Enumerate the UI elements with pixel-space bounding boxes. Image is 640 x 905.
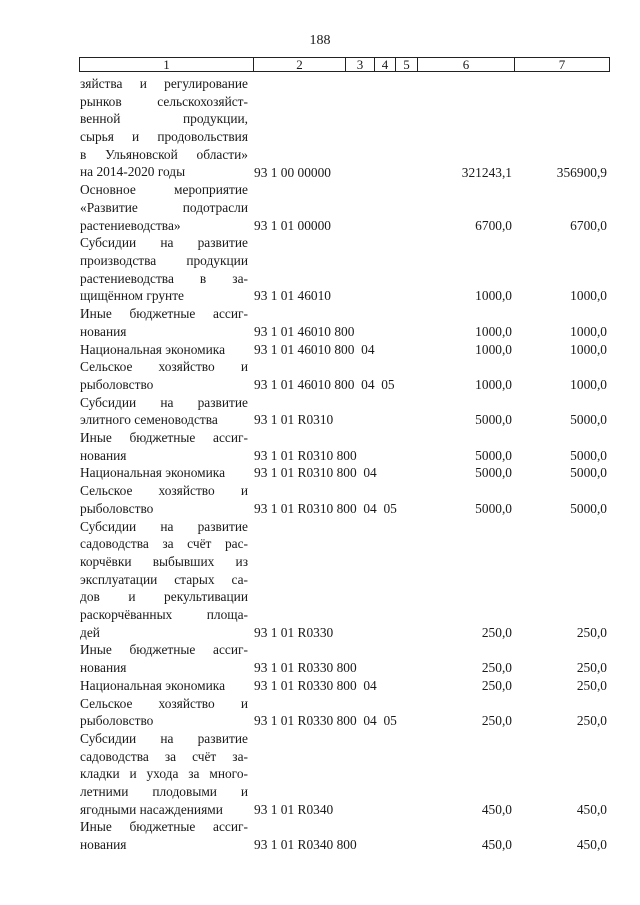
row-name-line: дей — [80, 624, 100, 640]
row-name-line: щищённом грунте — [80, 288, 184, 304]
table-row — [0, 464, 640, 482]
row-name-line: рыболовство — [80, 500, 154, 516]
table-row — [0, 75, 640, 181]
row-name-line: Субсидии на развитие — [80, 394, 248, 410]
row-name — [80, 75, 248, 181]
row-name-line: рыболовство — [80, 376, 154, 392]
page-number: 188 — [309, 33, 331, 48]
row-code: 93 1 01 R0330 800 — [254, 660, 357, 676]
row-value-col7: 1000,0 — [570, 323, 607, 339]
header-col-5: 5 — [396, 58, 418, 71]
row-value-col6: 5000,0 — [475, 447, 512, 463]
row-name — [80, 464, 248, 482]
row-code: 93 1 01 R0310 800 04 — [254, 465, 377, 481]
table-row — [0, 429, 640, 464]
row-name — [80, 677, 248, 695]
row-name-line: Иные бюджетные ассиг- — [80, 642, 248, 658]
row-name-line: нования — [80, 323, 127, 339]
row-value-col6: 250,0 — [481, 660, 512, 676]
row-name-line: эксплуатации старых са- — [80, 571, 248, 587]
row-value-col7: 250,0 — [576, 624, 607, 640]
row-code: 93 1 01 46010 800 04 05 — [254, 376, 395, 392]
row-value-col7: 250,0 — [576, 660, 607, 676]
row-value-col6: 450,0 — [481, 801, 512, 817]
row-value-col7: 1000,0 — [570, 288, 607, 304]
table-row — [0, 358, 640, 393]
row-value-col7: 5000,0 — [570, 447, 607, 463]
header-col-7: 7 — [558, 57, 566, 72]
row-name-line: в Ульяновской области» — [80, 146, 248, 162]
row-name-line: Основное мероприятие — [80, 182, 248, 198]
row-name-line: Сельское хозяйство и — [80, 359, 248, 375]
table-row — [0, 695, 640, 730]
row-name — [80, 358, 248, 393]
header-col-1: 1 — [80, 58, 254, 71]
row-code: 93 1 01 R0330 — [254, 624, 334, 640]
row-code: 93 1 01 00000 — [254, 217, 331, 233]
header-col-6: 6 — [418, 58, 515, 71]
table-row — [0, 234, 640, 305]
row-name — [80, 394, 248, 429]
row-value-col6: 6700,0 — [475, 217, 512, 233]
row-name-line: садоводства за счёт за- — [80, 748, 248, 764]
row-name — [80, 641, 248, 676]
row-value-col6: 250,0 — [481, 677, 512, 693]
row-name-line: Субсидии на развитие — [80, 518, 248, 534]
table-row — [0, 818, 640, 853]
row-name-line: зяйства и регулирование — [80, 76, 248, 91]
table-row — [0, 482, 640, 517]
row-code: 93 1 01 46010 — [254, 288, 331, 304]
row-value-col7: 1000,0 — [570, 341, 607, 357]
row-value-col7: 356900,9 — [556, 164, 607, 180]
row-name-line: рынков сельскохозяйст- — [80, 93, 248, 109]
row-value-col7: 250,0 — [576, 713, 607, 729]
row-code: 93 1 01 R0310 800 — [254, 447, 357, 463]
table-row — [0, 394, 640, 429]
row-name-line: дов и рекультивации — [80, 589, 248, 605]
row-name — [80, 181, 248, 234]
row-name-line: Иные бюджетные ассиг- — [80, 306, 248, 322]
row-value-col7: 5000,0 — [570, 412, 607, 428]
row-name-line: нования — [80, 837, 127, 853]
row-name-line: нования — [80, 660, 127, 676]
table-row — [0, 305, 640, 340]
table-row — [0, 730, 640, 819]
row-name-line: ягодными насаждениями — [80, 801, 223, 817]
row-value-col6: 5000,0 — [475, 500, 512, 516]
row-name — [80, 341, 248, 359]
row-name-line: Субсидии на развитие — [80, 730, 248, 746]
row-name-line: корчёвки выбывших из — [80, 553, 248, 569]
header-col-4: 4 — [375, 58, 396, 71]
header-col-2: 2 — [254, 58, 346, 71]
row-name-line: Иные бюджетные ассиг- — [80, 430, 248, 445]
row-name-line: производства продукции — [80, 252, 248, 268]
row-value-col7: 5000,0 — [570, 465, 607, 481]
row-code: 93 1 00 00000 — [254, 164, 331, 180]
row-name — [80, 305, 248, 340]
row-value-col7: 450,0 — [576, 801, 607, 817]
table-row — [0, 341, 640, 359]
row-name-line: Иные бюджетные ассиг- — [80, 819, 248, 835]
row-name-line: кладки и ухода за много- — [80, 766, 248, 782]
row-name-line: растениеводства в за- — [80, 270, 248, 286]
row-value-col6: 5000,0 — [475, 412, 512, 428]
row-name-line: нования — [80, 447, 127, 463]
table-header — [79, 57, 610, 72]
row-name — [80, 429, 248, 464]
row-name-line: элитного семеноводства — [80, 412, 218, 428]
table-row — [0, 677, 640, 695]
row-value-col6: 1000,0 — [475, 288, 512, 304]
row-name-line: рыболовство — [80, 713, 154, 729]
row-value-col6: 250,0 — [481, 624, 512, 640]
table-row — [0, 181, 640, 234]
row-name — [80, 695, 248, 730]
row-name — [80, 730, 248, 818]
row-name-line: на 2014-2020 годы — [80, 164, 186, 180]
row-code: 93 1 01 R0310 — [254, 412, 334, 428]
row-value-col6: 250,0 — [481, 713, 512, 729]
row-name-line: венной продукции, — [80, 111, 248, 127]
row-name-line: Сельское хозяйство и — [80, 483, 248, 499]
row-value-col6: 5000,0 — [475, 465, 512, 481]
row-value-col7: 1000,0 — [570, 376, 607, 392]
row-name-line: сырья и продовольствия — [80, 129, 248, 145]
row-name-line: «Развитие подотрасли — [80, 199, 248, 215]
row-name-line: летними плодовыми и — [80, 783, 248, 799]
row-code: 93 1 01 R0340 800 — [254, 837, 357, 853]
row-value-col7: 450,0 — [576, 837, 607, 853]
row-name — [80, 818, 248, 853]
row-name-line: растениеводства» — [80, 217, 181, 233]
row-value-col6: 321243,1 — [461, 164, 512, 180]
table-row — [0, 518, 640, 642]
row-name — [80, 234, 248, 305]
row-name-line: Национальная экономика — [80, 341, 226, 357]
row-code: 93 1 01 46010 800 04 — [254, 341, 375, 357]
row-name-line: раскорчёванных площа- — [80, 606, 248, 622]
row-name-line: Национальная экономика — [80, 677, 226, 693]
header-col-3: 3 — [346, 58, 375, 71]
row-name-line: садоводства за счёт рас- — [80, 536, 248, 552]
row-name — [80, 518, 248, 642]
row-code: 93 1 01 R0330 800 04 05 — [254, 713, 397, 729]
row-value-col6: 1000,0 — [475, 323, 512, 339]
row-code: 93 1 01 R0340 — [254, 801, 334, 817]
row-code: 93 1 01 R0310 800 04 05 — [254, 500, 397, 516]
row-name-line: Субсидии на развитие — [80, 235, 248, 251]
row-value-col7: 250,0 — [576, 677, 607, 693]
row-value-col7: 6700,0 — [570, 217, 607, 233]
row-value-col6: 1000,0 — [475, 376, 512, 392]
row-value-col7: 5000,0 — [570, 500, 607, 516]
row-value-col6: 450,0 — [481, 837, 512, 853]
row-value-col6: 1000,0 — [475, 341, 512, 357]
row-code: 93 1 01 46010 800 — [254, 323, 355, 339]
row-name — [80, 482, 248, 517]
row-code: 93 1 01 R0330 800 04 — [254, 677, 377, 693]
row-name-line: Национальная экономика — [80, 465, 226, 481]
row-name-line: Сельское хозяйство и — [80, 695, 248, 711]
table-row — [0, 641, 640, 676]
